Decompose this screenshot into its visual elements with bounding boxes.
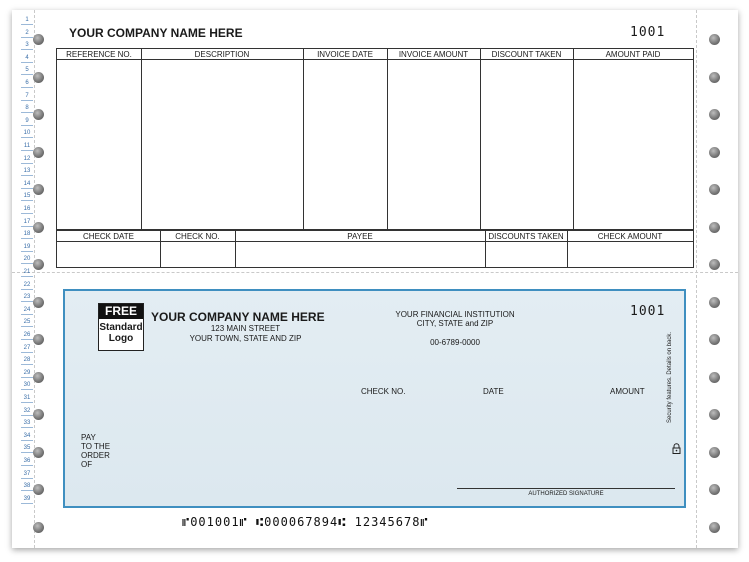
- margin-line-number: 25: [21, 319, 33, 327]
- micr-line: ⑈001001⑈ ⑆000067894⑆ 12345678⑈: [182, 515, 429, 529]
- margin-line-number: 35: [21, 445, 33, 453]
- margin-line-number: 3: [21, 42, 33, 50]
- header-invoice-amount: INVOICE AMOUNT: [398, 50, 469, 59]
- tractor-hole: [709, 147, 720, 158]
- margin-line-number: 28: [21, 357, 33, 365]
- tractor-hole: [33, 147, 44, 158]
- security-note: Security features. Details on back.: [667, 331, 673, 423]
- check-company-name: YOUR COMPANY NAME HERE: [151, 310, 325, 324]
- margin-line-number: 27: [21, 345, 33, 353]
- margin-line-number: 6: [21, 80, 33, 88]
- margin-line-number: 26: [21, 332, 33, 340]
- tractor-hole: [709, 447, 720, 458]
- margin-line-number: 39: [21, 496, 33, 504]
- stub-check-perforation: [12, 272, 738, 273]
- margin-line-number: 24: [21, 307, 33, 315]
- margin-line-number: 15: [21, 193, 33, 201]
- margin-line-number: 10: [21, 130, 33, 138]
- margin-line-number: 11: [21, 143, 33, 151]
- margin-line-number: 5: [21, 67, 33, 75]
- tractor-hole: [709, 522, 720, 533]
- continuous-check-form: [12, 10, 738, 548]
- tractor-hole: [709, 409, 720, 420]
- tractor-hole: [709, 334, 720, 345]
- bank-name: YOUR FINANCIAL INSTITUTION: [395, 310, 515, 319]
- logo-placeholder: [98, 303, 144, 351]
- margin-line-number: 23: [21, 294, 33, 302]
- tractor-hole: [709, 222, 720, 233]
- tractor-hole: [709, 372, 720, 383]
- tractor-hole: [709, 72, 720, 83]
- pay-line-1: PAY: [81, 433, 96, 442]
- tractor-hole: [709, 297, 720, 308]
- bank-city: CITY, STATE and ZIP: [416, 319, 494, 328]
- margin-line-number: 1: [21, 17, 33, 25]
- margin-line-number: 37: [21, 471, 33, 479]
- tractor-hole: [33, 222, 44, 233]
- tractor-hole: [709, 109, 720, 120]
- check-number: 1001: [630, 304, 666, 319]
- right-perforation: [696, 10, 697, 548]
- stub-company-name: YOUR COMPANY NAME HERE: [69, 26, 243, 40]
- amount-label: AMOUNT: [610, 387, 645, 396]
- header-check-date: CHECK DATE: [83, 232, 134, 241]
- header-invoice-date: INVOICE DATE: [317, 50, 373, 59]
- logo-free-label: FREE: [99, 304, 143, 319]
- tractor-hole: [33, 334, 44, 345]
- margin-line-number: 21: [21, 269, 33, 277]
- tractor-hole: [33, 259, 44, 270]
- margin-line-number: 12: [21, 156, 33, 164]
- margin-line-number: 9: [21, 118, 33, 126]
- check-no-label: CHECK NO.: [361, 387, 406, 396]
- tractor-hole: [33, 447, 44, 458]
- stub-check-number: 1001: [630, 25, 666, 40]
- margin-line-number: 14: [21, 181, 33, 189]
- tractor-hole: [33, 297, 44, 308]
- margin-line-number: 7: [21, 93, 33, 101]
- tractor-hole: [33, 109, 44, 120]
- tractor-hole: [33, 484, 44, 495]
- margin-line-number: 8: [21, 105, 33, 113]
- margin-line-number: 33: [21, 420, 33, 428]
- margin-line-number: 20: [21, 256, 33, 264]
- left-perforation: [34, 10, 35, 548]
- header-discount-taken: DISCOUNT TAKEN: [491, 50, 562, 59]
- margin-line-number: 38: [21, 483, 33, 491]
- company-city: YOUR TOWN, STATE AND ZIP: [189, 334, 302, 343]
- tractor-hole: [33, 409, 44, 420]
- logo-line-2: Logo: [108, 333, 134, 344]
- pay-to-order-label: [81, 433, 110, 469]
- margin-line-number: 16: [21, 206, 33, 214]
- tractor-hole: [709, 259, 720, 270]
- margin-line-number: 22: [21, 282, 33, 290]
- signature-label: AUTHORIZED SIGNATURE: [528, 491, 604, 497]
- check-body: [63, 289, 686, 508]
- signature-line: [457, 488, 675, 489]
- header-payee: PAYEE: [347, 232, 373, 241]
- margin-line-number: 29: [21, 370, 33, 378]
- tractor-hole: [33, 72, 44, 83]
- header-check-no: CHECK NO.: [175, 232, 220, 241]
- tractor-hole: [33, 372, 44, 383]
- header-description: DESCRIPTION: [194, 50, 250, 59]
- pay-line-2: TO THE: [81, 442, 111, 451]
- margin-line-number: 17: [21, 219, 33, 227]
- header-check-amount: CHECK AMOUNT: [597, 232, 663, 241]
- header-discounts-taken: DISCOUNTS TAKEN: [488, 232, 564, 241]
- margin-line-number: 13: [21, 168, 33, 176]
- margin-line-number: 18: [21, 231, 33, 239]
- margin-line-number: 36: [21, 458, 33, 466]
- date-label: DATE: [483, 387, 504, 396]
- margin-line-number: 34: [21, 433, 33, 441]
- pay-line-4: OF: [81, 460, 93, 469]
- margin-line-number: 32: [21, 408, 33, 416]
- margin-line-number: 19: [21, 244, 33, 252]
- tractor-hole: [33, 522, 44, 533]
- margin-line-number: 31: [21, 395, 33, 403]
- routing-fraction: 00-6789-0000: [430, 338, 480, 347]
- pay-line-3: ORDER: [81, 451, 110, 460]
- margin-line-number: 30: [21, 382, 33, 390]
- logo-line-1: Standard: [99, 322, 143, 333]
- header-reference-no: REFERENCE NO.: [66, 50, 132, 59]
- header-amount-paid: AMOUNT PAID: [605, 50, 661, 59]
- company-street: 123 MAIN STREET: [210, 324, 281, 333]
- tractor-hole: [709, 484, 720, 495]
- tractor-hole: [709, 184, 720, 195]
- tractor-hole: [33, 184, 44, 195]
- lock-icon: [672, 441, 681, 459]
- margin-line-number: 2: [21, 30, 33, 38]
- check-summary-table: [56, 230, 694, 268]
- margin-line-number: 4: [21, 55, 33, 63]
- tractor-hole: [709, 34, 720, 45]
- tractor-hole: [33, 34, 44, 45]
- invoice-table: [56, 48, 694, 230]
